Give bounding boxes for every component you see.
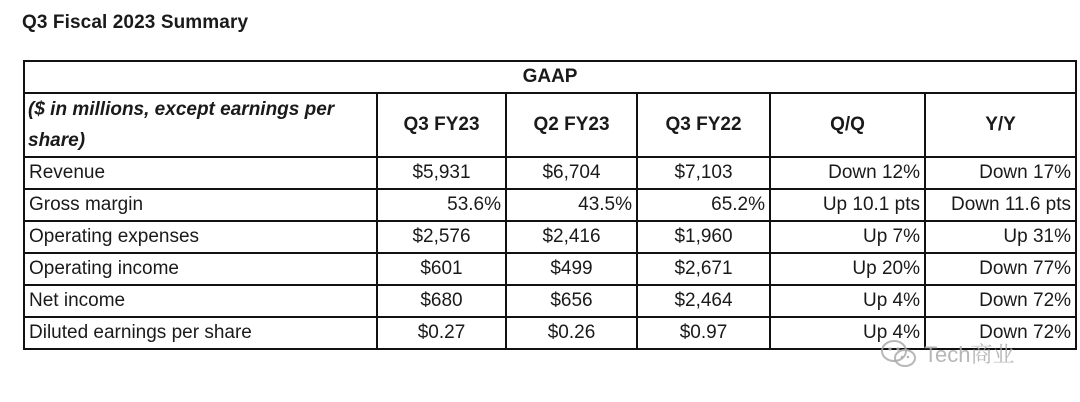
cell-yy: Down 11.6 pts: [925, 189, 1076, 221]
cell-q2-fy23: $2,416: [506, 221, 637, 253]
cell-yy: Down 72%: [925, 285, 1076, 317]
column-header: Q3 FY22: [637, 93, 770, 157]
section-header: GAAP: [24, 61, 1076, 93]
cell-q3-fy22: $2,464: [637, 285, 770, 317]
cell-qq: Down 12%: [770, 157, 925, 189]
row-label: Gross margin: [24, 189, 377, 221]
page-title: Q3 Fiscal 2023 Summary: [22, 12, 249, 33]
cell-q3-fy22: 65.2%: [637, 189, 770, 221]
cell-yy: Up 31%: [925, 221, 1076, 253]
cell-q2-fy23: $656: [506, 285, 637, 317]
column-header: ($ in millions, except earnings per share): [24, 93, 377, 157]
table-row: [24, 157, 1076, 189]
cell-q2-fy23: $0.26: [506, 317, 637, 349]
cell-yy: Down 77%: [925, 253, 1076, 285]
table-row: [24, 253, 1076, 285]
section-header-row: [24, 61, 1076, 93]
column-header-row: [24, 93, 1076, 157]
column-header: Y/Y: [925, 93, 1076, 157]
row-label: Revenue: [24, 157, 377, 189]
cell-q3-fy23: $601: [377, 253, 506, 285]
table-row: [24, 189, 1076, 221]
table-row: [24, 285, 1076, 317]
cell-q3-fy23: 53.6%: [377, 189, 506, 221]
row-label: Diluted earnings per share: [24, 317, 377, 349]
financial-summary-table: [23, 60, 1077, 350]
cell-qq: Up 10.1 pts: [770, 189, 925, 221]
cell-yy: Down 72%: [925, 317, 1076, 349]
cell-q3-fy22: $2,671: [637, 253, 770, 285]
row-label: Net income: [24, 285, 377, 317]
cell-q3-fy23: $680: [377, 285, 506, 317]
column-header: Q2 FY23: [506, 93, 637, 157]
table-row: [24, 221, 1076, 253]
cell-yy: Down 17%: [925, 157, 1076, 189]
cell-q2-fy23: 43.5%: [506, 189, 637, 221]
cell-q3-fy22: $7,103: [637, 157, 770, 189]
cell-q3-fy22: $1,960: [637, 221, 770, 253]
cell-qq: Up 20%: [770, 253, 925, 285]
cell-qq: Up 4%: [770, 285, 925, 317]
cell-qq: Up 4%: [770, 317, 925, 349]
cell-q2-fy23: $499: [506, 253, 637, 285]
table-row: [24, 317, 1076, 349]
watermark-text: Tech商业: [924, 342, 1015, 367]
cell-q3-fy23: $2,576: [377, 221, 506, 253]
column-header: Q/Q: [770, 93, 925, 157]
cell-q3-fy22: $0.97: [637, 317, 770, 349]
column-header: Q3 FY23: [377, 93, 506, 157]
cell-q2-fy23: $6,704: [506, 157, 637, 189]
cell-q3-fy23: $5,931: [377, 157, 506, 189]
cell-qq: Up 7%: [770, 221, 925, 253]
row-label: Operating expenses: [24, 221, 377, 253]
row-label: Operating income: [24, 253, 377, 285]
cell-q3-fy23: $0.27: [377, 317, 506, 349]
